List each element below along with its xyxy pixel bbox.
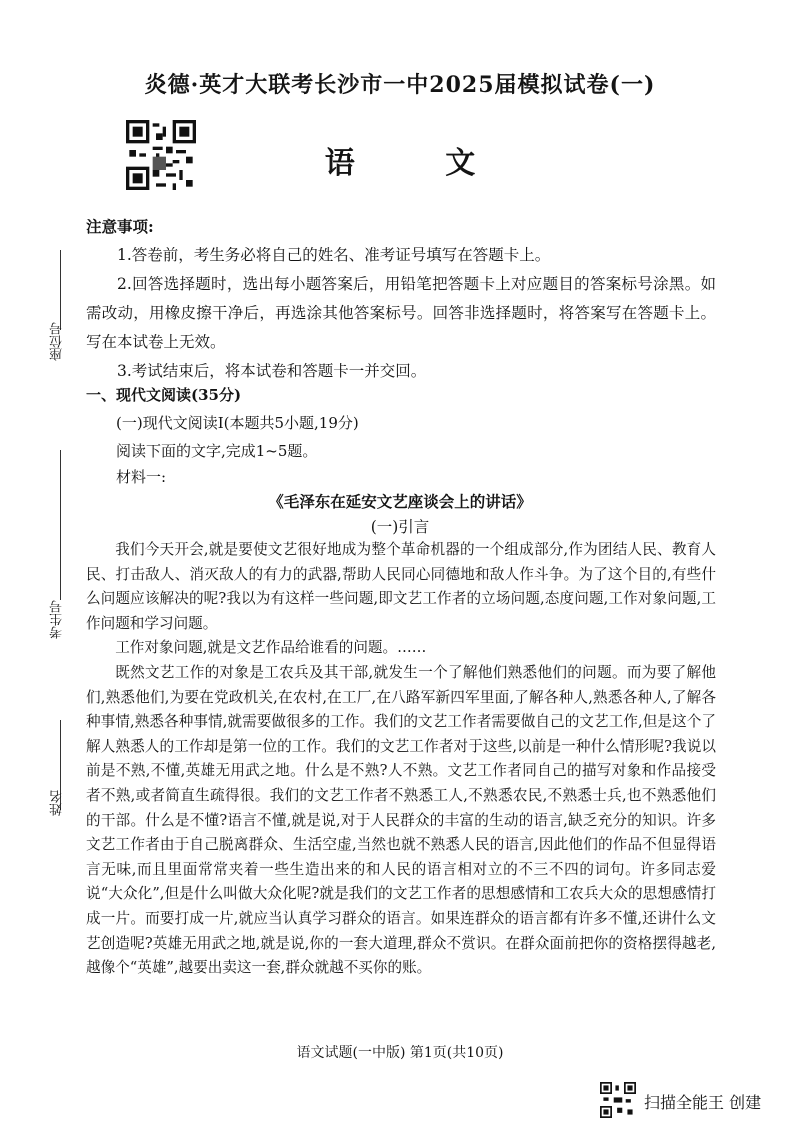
article-paragraph: 我们今天开会,就是要使文艺很好地成为整个革命机器的一个组成部分,作为团结人民、教育人民、打击敌人、消灭敌人的有力的武器,帮助人民同心同德地和敌人作斗争。为了这个目的,有些什么问题应该解决的呢?我以为有这样一些问题,即文艺工作者的立场问题,态度问题,工作对象问题,工作问题和学习问题。 (86, 541, 716, 632)
article-paragraph: 工作对象问题,就是文艺作品给谁看的问题。…… (115, 639, 427, 657)
subsection-title: (一)现代文阅读Ⅰ(本题共5小题,19分) (116, 414, 359, 432)
notice-item: 1.答卷前，考生务必将自己的姓名、准考证号填写在答题卡上。 (117, 246, 551, 264)
exam-no-line (60, 450, 61, 600)
notice-item: 3.考试结束后，将本试卷和答题卡一并交回。 (117, 362, 427, 380)
seat-line (60, 250, 61, 330)
instruction-text: 阅读下面的文字,完成1~5题。 (116, 442, 318, 460)
article-subtitle: (一)引言 (370, 518, 430, 536)
qr-code-icon (600, 1082, 636, 1118)
article-paragraph: 既然文艺工作的对象是工农兵及其干部,就发生一个了解他们熟悉他们的问题。而为要了解他们,熟悉他们,为要在党政机关,在农村,在工厂,在八路军新四军里面,了解各种人,熟悉各种人,了解各种事情,熟悉各种事情,就需要做很多的工作。我们的文艺工作者需要做自己的文艺工作,但是这个了解人熟悉人的工作却是第一位的工作。我们的文艺工作者对于这些,以前是一种什么情形呢?我说以前是不熟,不懂,英雄无用武之地。什么是不熟?人不熟。文艺工作者同自己的描写对象和作品接受者不熟,或者简直生疏得很。我们的文艺工作者不熟悉工人,不熟悉农民,不熟悉士兵,也不熟悉他们的干部。什么是不懂?语言不懂,就是说,对于人民群众的丰富的生动的语言,缺乏充分的知识。许多文艺工作者由于自己脱离群众、生活空虚,当然也就不熟悉人民的语言,因此他们的作品不但显得语言无味,而且里面常常夹着一些生造出来的和人民的语言相对立的不三不四的词句。许多同志爱说“大众化”,但是什么叫做大众化呢?就是我们的文艺工作者的思想感情和工农兵大众的思想感情打成一片。而要打成一片,就应当认真学习群众的语言。如果连群众的语言都有许多不懂,还讲什么文艺创造呢?英雄无用武之地,就是说,你的一套大道理,群众不赏识。在群众面前把你的资格摆得越老,越像个“英雄”,越要出卖这一套,群众就越不买你的账。 (86, 663, 716, 977)
notice-item: 2.回答选择题时，选出每小题答案后，用铅笔把答题卡上对应题目的答案标号涂黑。如需改动，用橡皮擦干净后，再选涂其他答案标号。回答非选择题时，将答案写在答题卡上。写在本试卷上无效。 (86, 275, 716, 351)
subject-heading: 语 文 (324, 146, 516, 181)
seat-label: 座位号 (50, 322, 65, 361)
scanner-watermark: 扫描全能王 创建 (644, 1093, 762, 1112)
exam-no-label: 考生号 (50, 600, 65, 639)
article-title: 《毛泽东在延安文艺座谈会上的讲话》 (268, 492, 532, 511)
notice-section (86, 212, 716, 386)
article-body (86, 538, 716, 981)
notice-heading: 注意事项: (86, 217, 154, 236)
name-label: 姓名 (50, 790, 65, 816)
page-footer: 语文试题(一中版) 第1页(共10页) (296, 1045, 504, 1061)
material-label: 材料一: (116, 468, 167, 486)
section-title: 一、现代文阅读(35分) (86, 386, 242, 404)
exam-title: 炎德·英才大联考长沙市一中2025届模拟试卷(一) (144, 72, 656, 98)
